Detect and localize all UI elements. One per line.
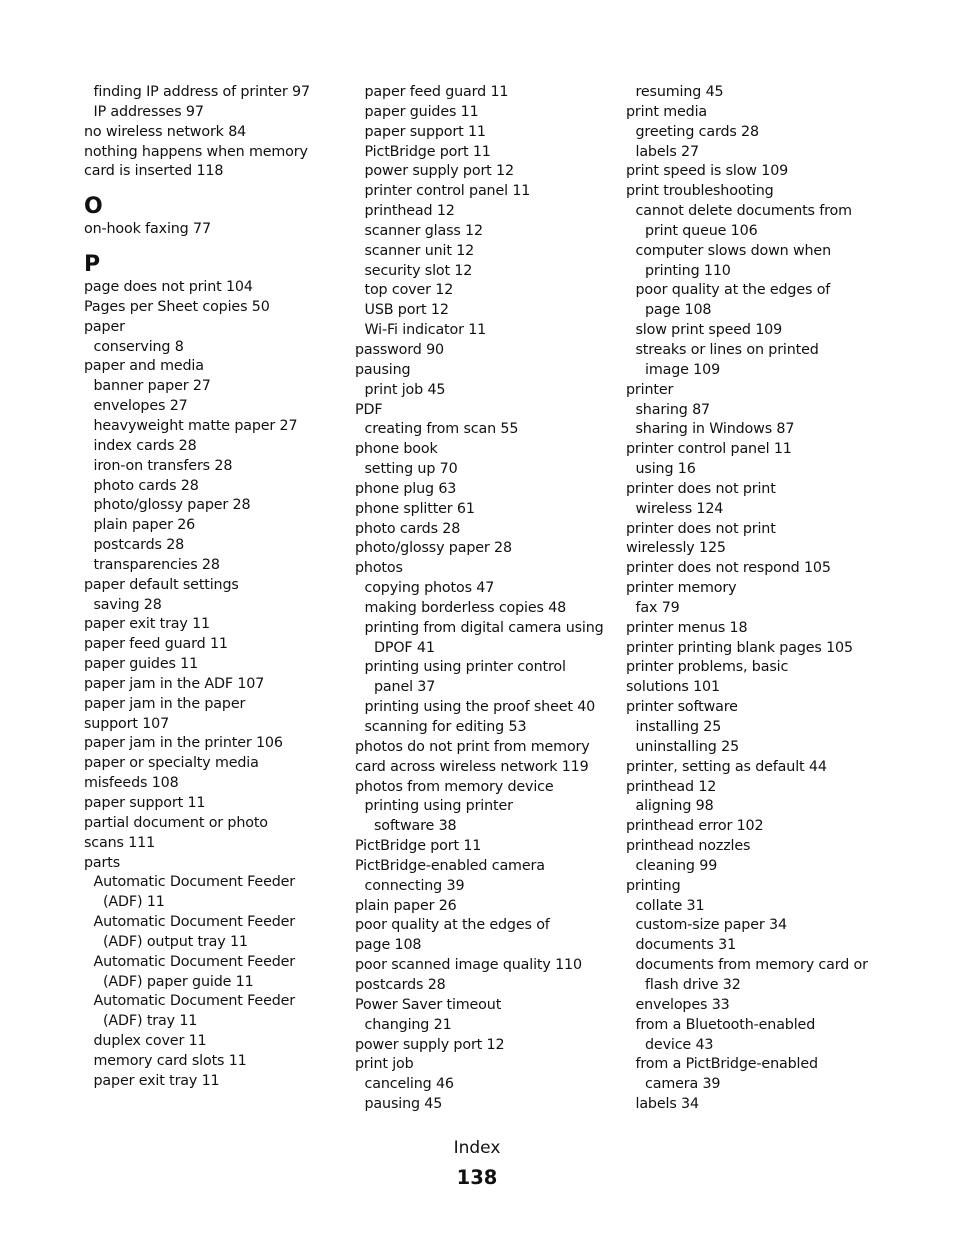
index-subentry: scanner unit 12: [364, 242, 475, 259]
index-entry: plain paper 26: [355, 897, 457, 914]
index-subentry: documents 31: [635, 937, 737, 954]
index-entry: Power Saver timeout: [355, 996, 502, 1013]
index-entry: printing: [626, 877, 681, 894]
index-subentry: labels 27: [635, 143, 699, 160]
index-subentry: scanner glass 12: [364, 222, 483, 239]
index-subentry: iron-on transfers 28: [93, 457, 233, 474]
index-subentry: printhead 12: [364, 203, 455, 220]
index-entry: power supply port 12: [355, 1036, 505, 1053]
index-subentry: printing 110: [645, 262, 731, 279]
index-entry: print speed is slow 109: [626, 163, 789, 180]
index-entry: printer: [626, 381, 674, 398]
index-subentry: pausing 45: [364, 1096, 443, 1113]
index-entry: photos from memory device: [355, 778, 554, 795]
index-subentry: top cover 12: [364, 282, 454, 299]
index-entry: print troubleshooting: [626, 183, 774, 200]
index-entry: paper exit tray 11: [84, 616, 210, 633]
index-subentry: custom-size paper 34: [635, 917, 787, 934]
index-entry: Pages per Sheet copies 50: [84, 298, 270, 315]
index-subentry: printing using the proof sheet 40: [364, 699, 596, 716]
index-subentry: DPOF 41: [374, 639, 435, 656]
index-subentry: scanning for editing 53: [364, 719, 527, 735]
index-subentry: paper feed guard 11: [364, 84, 509, 100]
index-subentry: printing using printer control: [364, 659, 566, 676]
index-entry: poor scanned image quality 110: [355, 957, 582, 974]
index-entry: paper jam in the paper: [84, 695, 246, 712]
index-subentry: finding IP address of printer 97: [93, 84, 310, 100]
index-subentry: connecting 39: [364, 877, 465, 894]
index-subentry: cleaning 99: [635, 857, 718, 874]
index-entry: paper default settings: [84, 576, 239, 593]
index-section-letter: O: [84, 194, 103, 220]
index-entry: printer does not print: [626, 520, 776, 537]
index-subentry: (ADF) tray 11: [103, 1013, 198, 1030]
index-entry: printer memory: [626, 580, 737, 597]
index-entry: paper support 11: [84, 795, 206, 811]
index-column-2: [355, 83, 617, 1115]
index-subentry: greeting cards 28: [635, 123, 759, 140]
index-entry: solutions 101: [626, 679, 720, 696]
index-entry: PDF: [355, 401, 383, 418]
index-subentry: heavyweight matte paper 27: [93, 417, 298, 434]
index-subentry: IP addresses 97: [93, 103, 204, 120]
index-entry: scans 111: [84, 834, 156, 851]
index-subentry: sharing in Windows 87: [635, 421, 795, 438]
index-entry: photo cards 28: [355, 520, 461, 537]
index-subentry: from a PictBridge-enabled: [635, 1056, 818, 1073]
index-entry: phone splitter 61: [355, 500, 475, 517]
index-entry: printer menus 18: [626, 619, 748, 636]
index-subentry: device 43: [645, 1036, 714, 1053]
index-subentry: documents from memory card or: [635, 957, 868, 974]
index-subentry: copying photos 47: [364, 580, 495, 597]
index-subentry: banner paper 27: [93, 378, 211, 395]
index-subentry: uninstalling 25: [635, 738, 740, 755]
index-entry: printer does not respond 105: [626, 560, 831, 577]
index-subentry: Automatic Document Feeder: [93, 914, 296, 931]
index-entry: page does not print 104: [84, 279, 253, 296]
index-entry: misfeeds 108: [84, 775, 179, 792]
index-entry: photos do not print from memory: [355, 738, 590, 755]
index-subentry: (ADF) output tray 11: [103, 933, 248, 950]
index-subentry: envelopes 27: [93, 398, 188, 415]
index-subentry: from a Bluetooth-enabled: [635, 1016, 816, 1033]
index-subentry: transparencies 28: [93, 556, 220, 573]
index-entry: PictBridge-enabled camera: [355, 857, 545, 874]
index-entry: print media: [626, 103, 708, 120]
index-subentry: memory card slots 11: [93, 1052, 247, 1069]
index-entry: printer does not print: [626, 480, 776, 497]
index-subentry: index cards 28: [93, 437, 197, 454]
index-subentry: slow print speed 109: [635, 322, 783, 339]
index-entry: pausing: [355, 361, 411, 378]
index-subentry: wireless 124: [635, 500, 724, 517]
index-subentry: creating from scan 55: [364, 421, 519, 438]
index-entry: support 107: [84, 715, 170, 732]
index-subentry: Automatic Document Feeder: [93, 874, 296, 891]
index-subentry: software 38: [374, 818, 457, 835]
index-subentry: print job 45: [364, 381, 446, 398]
index-section-letter: P: [84, 252, 101, 278]
index-entry: paper guides 11: [84, 656, 199, 673]
index-subentry: Automatic Document Feeder: [93, 993, 296, 1010]
index-entry: printer software: [626, 699, 738, 716]
index-subentry: page 108: [645, 302, 712, 319]
index-subentry: making borderless copies 48: [364, 599, 567, 616]
index-subentry: resuming 45: [635, 84, 724, 100]
index-entry: parts: [84, 854, 121, 871]
index-entry: postcards 28: [355, 976, 446, 993]
index-subentry: printer control panel 11: [364, 183, 531, 200]
index-entry: wirelessly 125: [626, 540, 726, 557]
index-entry: paper feed guard 11: [84, 636, 228, 653]
index-subentry: collate 31: [635, 897, 705, 914]
index-entry: printer problems, basic: [626, 659, 789, 676]
index-subentry: aligning 98: [635, 798, 714, 815]
index-entry: page 108: [355, 937, 422, 954]
index-subentry: printing using printer: [364, 798, 513, 815]
index-subentry: PictBridge port 11: [364, 143, 491, 160]
index-entry: partial document or photo: [84, 814, 268, 831]
index-entry: paper: [84, 318, 125, 335]
index-entry: printer printing blank pages 105: [626, 639, 853, 656]
index-subentry: poor quality at the edges of: [635, 282, 831, 299]
index-subentry: power supply port 12: [364, 163, 514, 180]
index-subentry: postcards 28: [93, 537, 185, 554]
index-subentry: (ADF) 11: [103, 894, 165, 911]
index-subentry: installing 25: [635, 719, 722, 735]
footer-section-label: Index: [453, 1138, 501, 1158]
index-entry: printhead 12: [626, 778, 717, 795]
index-subentry: camera 39: [645, 1076, 721, 1093]
index-subentry: streaks or lines on printed: [635, 341, 819, 358]
index-subentry: saving 28: [93, 596, 162, 613]
index-entry: password 90: [355, 341, 444, 358]
index-subentry: Automatic Document Feeder: [93, 953, 296, 970]
index-subentry: changing 21: [364, 1016, 452, 1033]
index-entry: print job: [355, 1056, 414, 1073]
index-entry: phone book: [355, 441, 438, 458]
index-entry: photos: [355, 560, 403, 577]
index-entry: paper or specialty media: [84, 755, 259, 772]
index-subentry: image 109: [645, 361, 721, 378]
index-subentry: printing from digital camera using: [364, 619, 604, 636]
index-subentry: flash drive 32: [645, 976, 741, 993]
index-subentry: envelopes 33: [635, 996, 730, 1013]
index-subentry: panel 37: [374, 679, 436, 696]
index-column-1: [84, 83, 346, 1092]
index-subentry: labels 34: [635, 1096, 699, 1113]
index-subentry: photo/glossy paper 28: [93, 497, 251, 514]
index-entry: printer, setting as default 44: [626, 758, 827, 775]
index-subentry: paper support 11: [364, 123, 486, 140]
index-subentry: paper guides 11: [364, 103, 479, 120]
index-subentry: canceling 46: [364, 1076, 454, 1093]
index-subentry: cannot delete documents from: [635, 203, 852, 220]
index-subentry: paper exit tray 11: [93, 1072, 220, 1089]
index-entry: paper and media: [84, 358, 204, 375]
index-subentry: USB port 12: [364, 302, 449, 319]
index-entry: nothing happens when memory: [84, 143, 308, 160]
index-column-3: [626, 83, 888, 1115]
index-subentry: sharing 87: [635, 401, 710, 418]
index-subentry: photo cards 28: [93, 477, 199, 494]
index-entry: printhead error 102: [626, 818, 764, 835]
index-entry: phone plug 63: [355, 480, 457, 497]
index-entry: card is inserted 118: [84, 163, 224, 180]
index-entry: PictBridge port 11: [355, 838, 482, 855]
index-entry: paper jam in the ADF 107: [84, 675, 265, 692]
index-subentry: computer slows down when: [635, 242, 831, 259]
index-subentry: duplex cover 11: [93, 1033, 207, 1050]
page-number: 138: [456, 1166, 498, 1189]
index-subentry: security slot 12: [364, 262, 473, 279]
index-entry: printer control panel 11: [626, 441, 792, 458]
index-subentry: using 16: [635, 461, 696, 478]
index-subentry: conserving 8: [93, 338, 184, 355]
index-subentry: Wi-Fi indicator 11: [364, 322, 487, 339]
index-subentry: plain paper 26: [93, 517, 196, 534]
index-subentry: fax 79: [635, 599, 680, 616]
index-entry: paper jam in the printer 106: [84, 735, 283, 752]
index-entry: no wireless network 84: [84, 123, 247, 140]
index-entry: poor quality at the edges of: [355, 917, 550, 934]
index-entry: printhead nozzles: [626, 838, 751, 855]
index-subentry: setting up 70: [364, 461, 458, 478]
index-entry: on-hook faxing 77: [84, 221, 211, 238]
index-entry: card across wireless network 119: [355, 758, 589, 775]
index-subentry: print queue 106: [645, 222, 758, 239]
index-subentry: (ADF) paper guide 11: [103, 973, 254, 990]
index-entry: photo/glossy paper 28: [355, 540, 512, 557]
